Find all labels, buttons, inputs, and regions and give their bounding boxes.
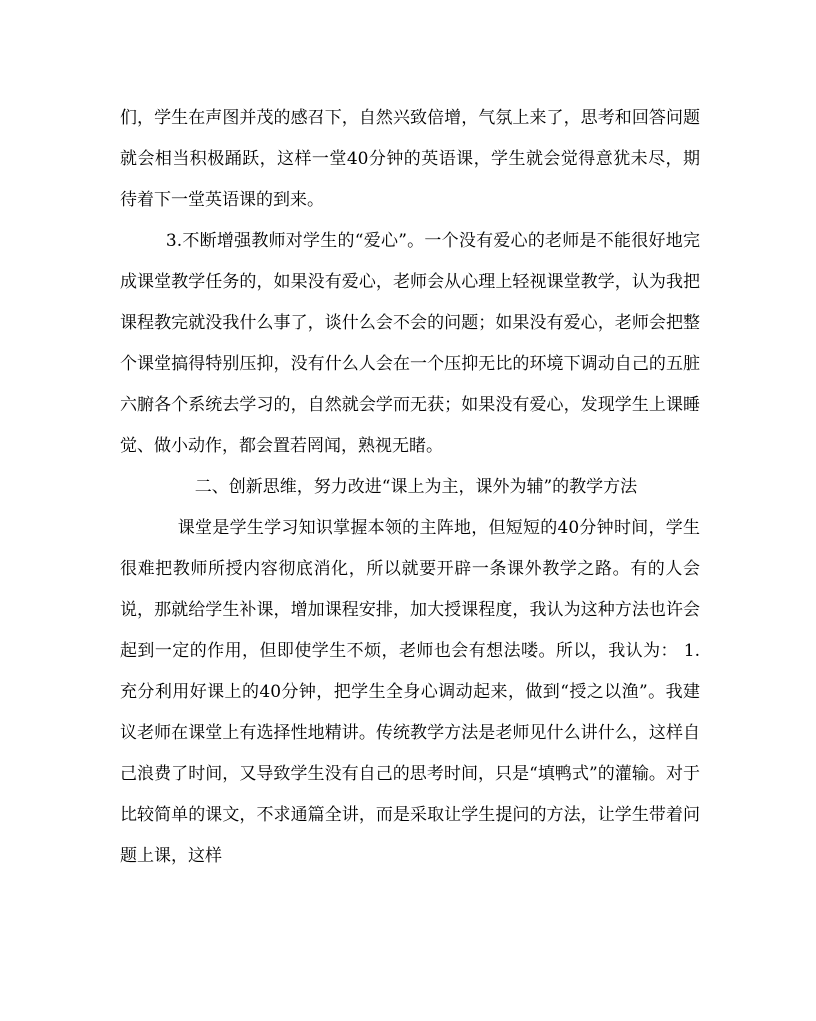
paragraph-continuation: 们，学生在声图并茂的感召下，自然兴致倍增，气氛上来了，思考和回答问题就会相当积极踊跃，这样一堂40分钟的英语课，学生就会觉得意犹未尽，期待着下一堂英语课的到来。 [120,108,700,210]
document-body [120,98,700,877]
paragraph-teacher-love: 3.不断增强教师对学生的“爱心”。一个没有爱心的老师是不能很好地完成课堂教学任务的，如果没有爱心，老师会从心理上轻视课堂教学，认为我把课程教完就没我什么事了，谈什么会不会的问题；如果没有爱心，老师会把整个课堂搞得特别压抑，没有什么人会在一个压抑无比的环境下调动自己的五脏六腑各个系统去学习的，自然就会学而无获；如果没有爱心，发现学生上课睡觉、做小动作，都会置若罔闻，熟视无睹。 [120,231,700,456]
paragraph-classroom: 课堂是学生学习知识掌握本领的主阵地，但短短的40分钟时间，学生很难把教师所授内容彻底消化，所以就要开辟一条课外教学之路。有的人会说，那就给学生补课，增加课程安排，加大授课程度，我认为这种方法也许会起到一定的作用，但即使学生不烦，老师也会有想法喽。所以，我认为： 1.充分利用好课上的40分钟，把学生全身心调动起来，做到“授之以渔”。我建议老师在课堂上有选择性地精讲。传统教学方法是老师见什么讲什么，这样自己浪费了时间，又导致学生没有自己的思考时间，只是“填鸭式”的灌输。对于比较简单的课文，不求通篇全讲，而是采取让学生提问的方法，让学生带着问题上课，这样 [120,518,700,866]
section-heading: 二、创新思维，努力改进“课上为主，课外为辅”的教学方法 [194,477,638,497]
